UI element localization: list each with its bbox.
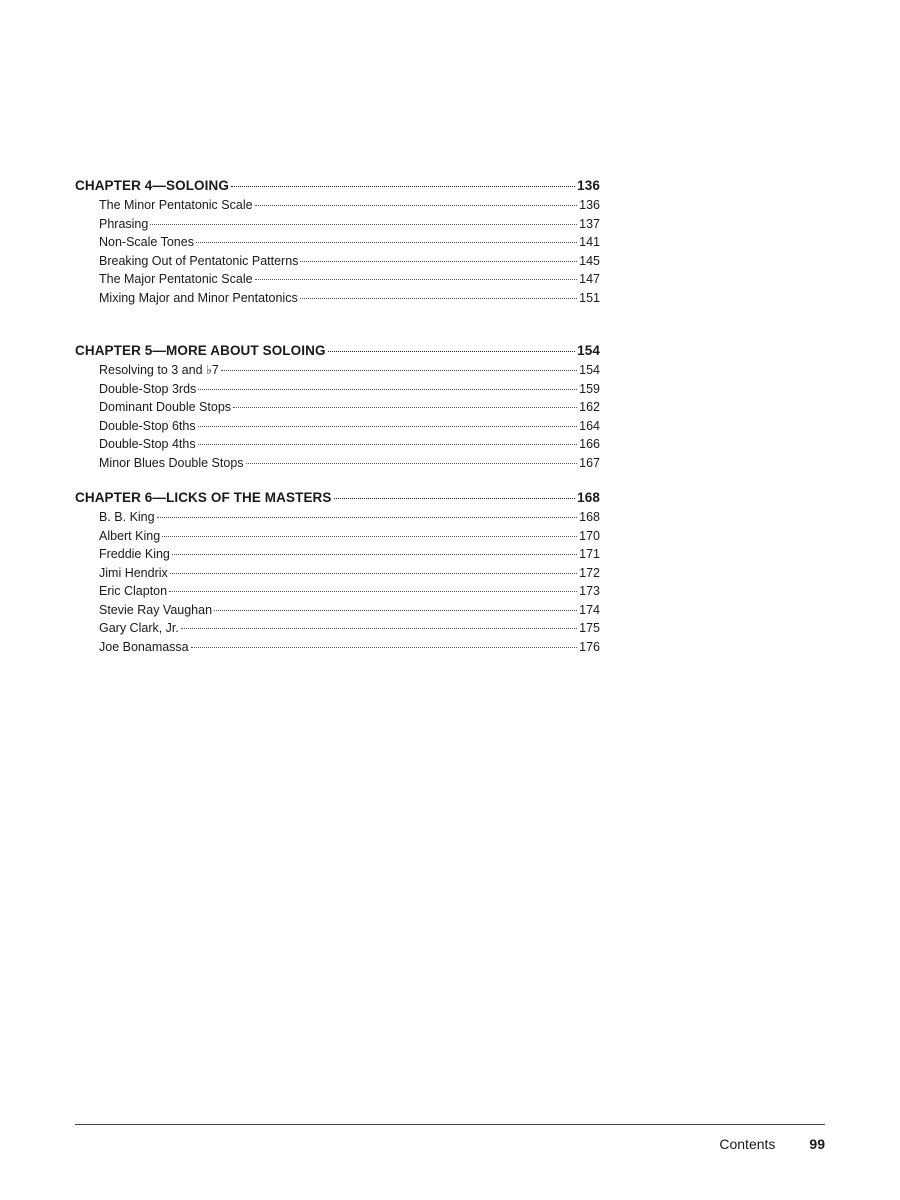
toc-entry[interactable]: [75, 398, 600, 417]
toc-entry[interactable]: [75, 601, 600, 620]
toc-entry[interactable]: [75, 435, 600, 454]
chapter-heading[interactable]: [75, 341, 600, 361]
dot-leader: [198, 389, 577, 390]
toc-entry[interactable]: [75, 619, 600, 638]
entry-page: 168: [579, 510, 600, 524]
entry-page: 151: [579, 290, 600, 305]
toc-entry[interactable]: [75, 638, 600, 657]
entry-page: 172: [579, 565, 600, 580]
toc-entry[interactable]: [75, 545, 600, 564]
chapter-title: CHAPTER 4—SOLOING: [75, 178, 229, 193]
dot-leader: [231, 186, 575, 187]
footer-divider: [75, 1124, 825, 1125]
chapter-4: [75, 176, 600, 307]
entry-title: Dominant Double Stops: [99, 400, 232, 414]
dot-leader: [221, 370, 577, 371]
entry-title: Stevie Ray Vaughan: [99, 602, 213, 617]
entry-title: Eric Clapton: [99, 584, 168, 598]
entry-page: 137: [579, 216, 600, 231]
entry-page: 170: [579, 528, 600, 543]
dot-leader: [172, 554, 577, 555]
entry-page: 171: [579, 547, 600, 561]
entry-page: 162: [579, 400, 600, 414]
chapter-heading[interactable]: [75, 488, 600, 508]
toc-entry[interactable]: [75, 417, 600, 436]
table-of-contents: [75, 176, 600, 656]
chapter-page: 154: [577, 343, 600, 358]
toc-entry[interactable]: [75, 252, 600, 271]
dot-leader: [157, 517, 578, 518]
entry-page: 176: [579, 639, 600, 654]
toc-entry[interactable]: [75, 454, 600, 473]
toc-entry[interactable]: [75, 564, 600, 583]
chapter-page: 136: [577, 178, 600, 193]
entry-title: The Major Pentatonic Scale: [99, 272, 253, 286]
chapter-page: 168: [577, 490, 600, 505]
chapter-6: [75, 488, 600, 656]
entry-page: 167: [579, 455, 600, 470]
entry-title: Mixing Major and Minor Pentatonics: [99, 290, 298, 305]
dot-leader: [334, 498, 576, 499]
dot-leader: [300, 261, 577, 262]
page-footer: [719, 1136, 825, 1152]
dot-leader: [300, 298, 577, 299]
dot-leader: [196, 242, 577, 243]
entry-title: Albert King: [99, 528, 161, 543]
entry-title: Freddie King: [99, 547, 170, 561]
dot-leader: [169, 591, 577, 592]
toc-entry[interactable]: [75, 582, 600, 601]
entry-page: 164: [579, 418, 600, 433]
entry-title: Gary Clark, Jr.: [99, 621, 179, 635]
entry-page: 173: [579, 584, 600, 598]
entry-title: Phrasing: [99, 216, 149, 231]
entry-page: 147: [579, 272, 600, 286]
entry-page: 174: [579, 602, 600, 617]
toc-entry[interactable]: [75, 380, 600, 399]
toc-entry[interactable]: [75, 215, 600, 234]
entry-page: 136: [579, 198, 600, 212]
toc-entry[interactable]: [75, 289, 600, 308]
toc-entry[interactable]: [75, 270, 600, 289]
entry-title: Breaking Out of Pentatonic Patterns: [99, 253, 299, 268]
chapter-5: [75, 341, 600, 472]
chapter-title: CHAPTER 5—MORE ABOUT SOLOING: [75, 343, 326, 358]
dot-leader: [150, 224, 577, 225]
entry-page: 154: [579, 363, 600, 377]
dot-leader: [181, 628, 577, 629]
entry-title: Double-Stop 3rds: [99, 381, 197, 396]
entry-page: 175: [579, 621, 600, 635]
dot-leader: [328, 351, 576, 352]
dot-leader: [170, 573, 577, 574]
dot-leader: [233, 407, 577, 408]
entry-title: The Minor Pentatonic Scale: [99, 198, 253, 212]
footer-section-label: Contents: [719, 1136, 776, 1152]
entry-page: 145: [579, 253, 600, 268]
entry-page: 141: [579, 235, 600, 249]
toc-entry[interactable]: [75, 196, 600, 215]
entry-title: Resolving to 3 and ♭7: [99, 363, 219, 377]
dot-leader: [198, 444, 578, 445]
entry-title: Minor Blues Double Stops: [99, 455, 244, 470]
toc-entry[interactable]: [75, 508, 600, 527]
page-number: 99: [809, 1136, 825, 1152]
entry-title: Double-Stop 6ths: [99, 418, 196, 433]
dot-leader: [255, 205, 578, 206]
dot-leader: [198, 426, 578, 427]
entry-title: Joe Bonamassa: [99, 639, 189, 654]
dot-leader: [255, 279, 578, 280]
dot-leader: [246, 463, 578, 464]
entry-title: B. B. King: [99, 510, 155, 524]
dot-leader: [214, 610, 577, 611]
chapter-heading[interactable]: [75, 176, 600, 196]
entry-title: Non-Scale Tones: [99, 235, 194, 249]
toc-entry[interactable]: [75, 527, 600, 546]
toc-entry[interactable]: [75, 233, 600, 252]
entry-title: Jimi Hendrix: [99, 565, 168, 580]
toc-entry[interactable]: [75, 361, 600, 380]
chapter-title: CHAPTER 6—LICKS OF THE MASTERS: [75, 490, 332, 505]
entry-page: 166: [579, 437, 600, 451]
entry-title: Double-Stop 4ths: [99, 437, 196, 451]
entry-page: 159: [579, 381, 600, 396]
dot-leader: [162, 536, 577, 537]
dot-leader: [191, 647, 578, 648]
